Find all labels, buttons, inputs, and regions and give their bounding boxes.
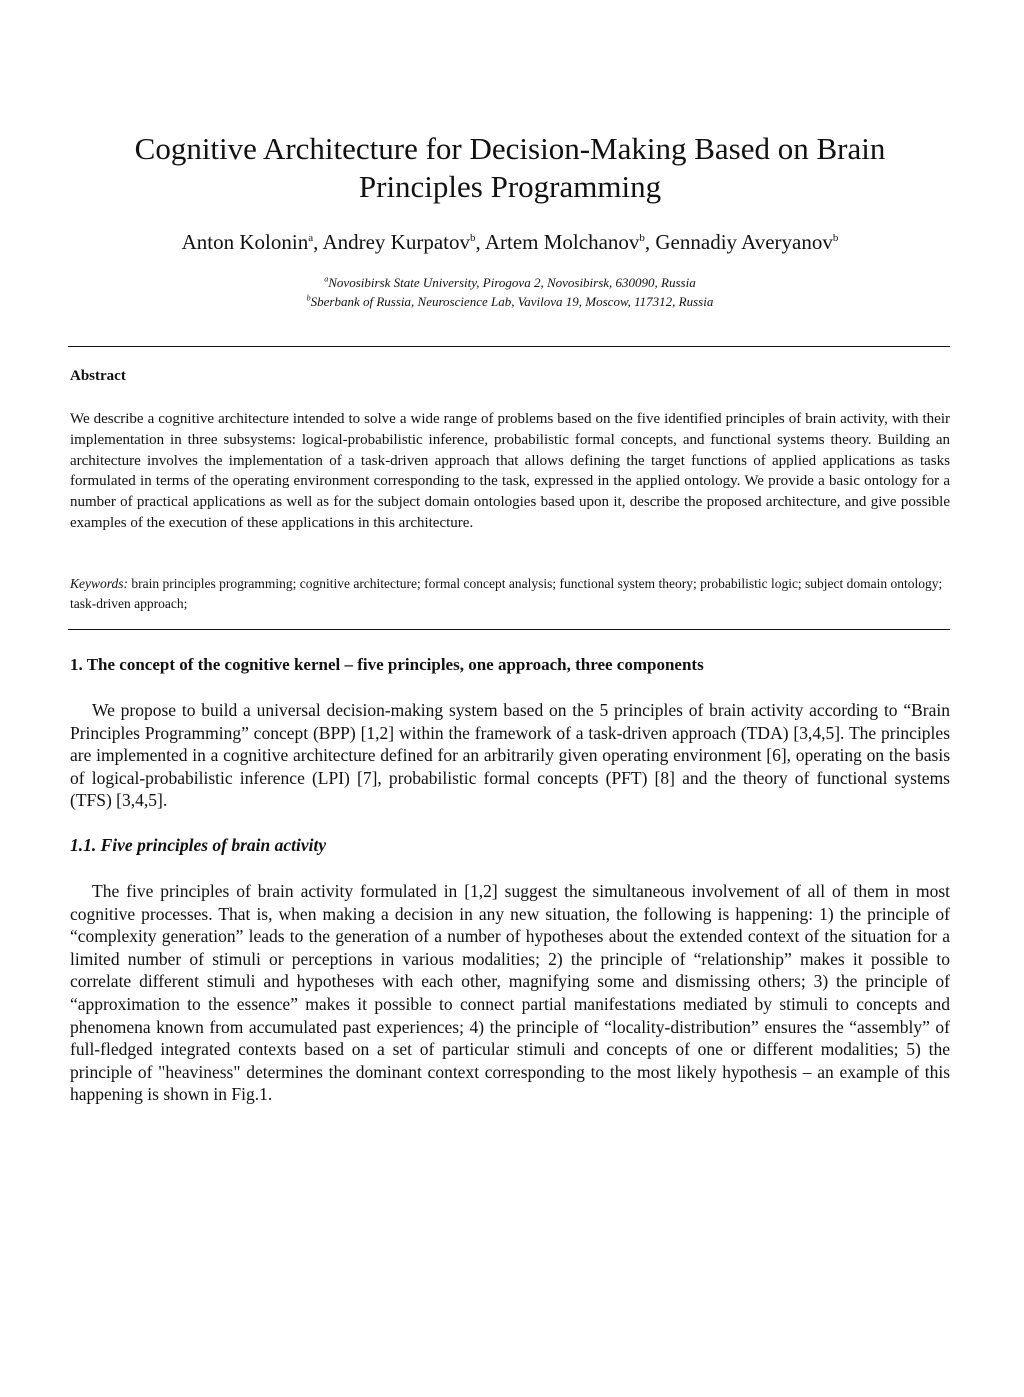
affiliation: $^b$Sberbank of Russia, Neuroscience Lab, Vavilova 19, Moscow, 117312, Russia [306,293,714,309]
body-paragraph: We propose to build a universal decision-making system based on the 5 principles of brain activity according to “Brain Principles Programming” concept (BPP) [1,2] within the framework of a task-driven approach (TDA) [3,4,5]. The principles are implemented in a cognitive architecture defined for an arbitrarily given operating environment [6], operating on the basis of logical-probabilistic inference (LPI) [7], probabilistic formal concepts (PFT) [8] and the theory of functional systems (TFS) [3,4,5]. [70,700,950,811]
divider-top [68,346,950,347]
author: Anton Kolonin$^a$, [181,230,323,254]
abstract-heading: Abstract [70,368,126,384]
author: Artem Molchanov$^b$, [484,230,656,254]
subsection-heading: 1.1. Five principles of brain activity [70,835,327,855]
author-list [70,228,950,256]
body-paragraph: The five principles of brain activity formulated in [1,2] suggest the simultaneous involvement of all of them in most cognitive processes. That is, when making a decision in any new situation, the following is happening: 1) the principle of “complexity generation” leads to the generation of a number of hypotheses about the extended context of the situation for a limited number of stimuli or perceptions in various modalities; 2) the principle of “relationship” makes it possible to correlate different stimuli and hypotheses with each other, magnifying some and dismissing others; 3) the principle of “approximation to the essence” makes it possible to connect partial manifestations mediated by stimuli to concepts and phenomena known from accumulated past experiences; 4) the principle of “locality-distribution” ensures the “assembly” of full-fledged integrated contexts based on a set of particular stimuli and concepts of one or different modalities; 5) the principle of "heaviness" determines the dominant context corresponding to the most likely hypothesis – an example of this happening is shown in Fig.1. [70,881,950,1105]
keywords-text: brain principles programming; cognitive architecture; formal concept analysis; functional system theory; probabilistic logic; subject domain ontology; task-driven approach; [70,576,943,611]
affiliation: $^a$Novosibirsk State University, Pirogova 2, Novosibirsk, 630090, Russia [324,274,696,290]
section-heading: 1. The concept of the cognitive kernel – five principles, one approach, three components [70,655,704,674]
paper-title: Cognitive Architecture for Decision-Making Based on Brain Principles Programming [134,131,886,204]
keywords-label: Keywords: [70,576,128,591]
author: Andrey Kurpatov$^b$, [322,230,485,254]
divider-bottom [68,629,950,630]
abstract-text: We describe a cognitive architecture intended to solve a wide range of problems based on the five identified principles of brain activity, with their implementation in three subsystems: logical-probabilistic inference, probabilistic formal concepts, and functional systems theory. Building an architecture involves the implementation of a task-driven approach that allows defining the target functions of applied applications as tasks formulated in terms of the operating environment corresponding to the task, expressed in the applied ontology. We provide a basic ontology for a number of practical applications as well as for the subject domain ontologies based upon it, describe the proposed architecture, and give possible examples of the execution of these applications in this architecture. [70,411,950,531]
affiliation-list [70,273,950,311]
author: Gennadiy Averyanov$^b$ [655,230,839,254]
keywords [70,574,950,613]
